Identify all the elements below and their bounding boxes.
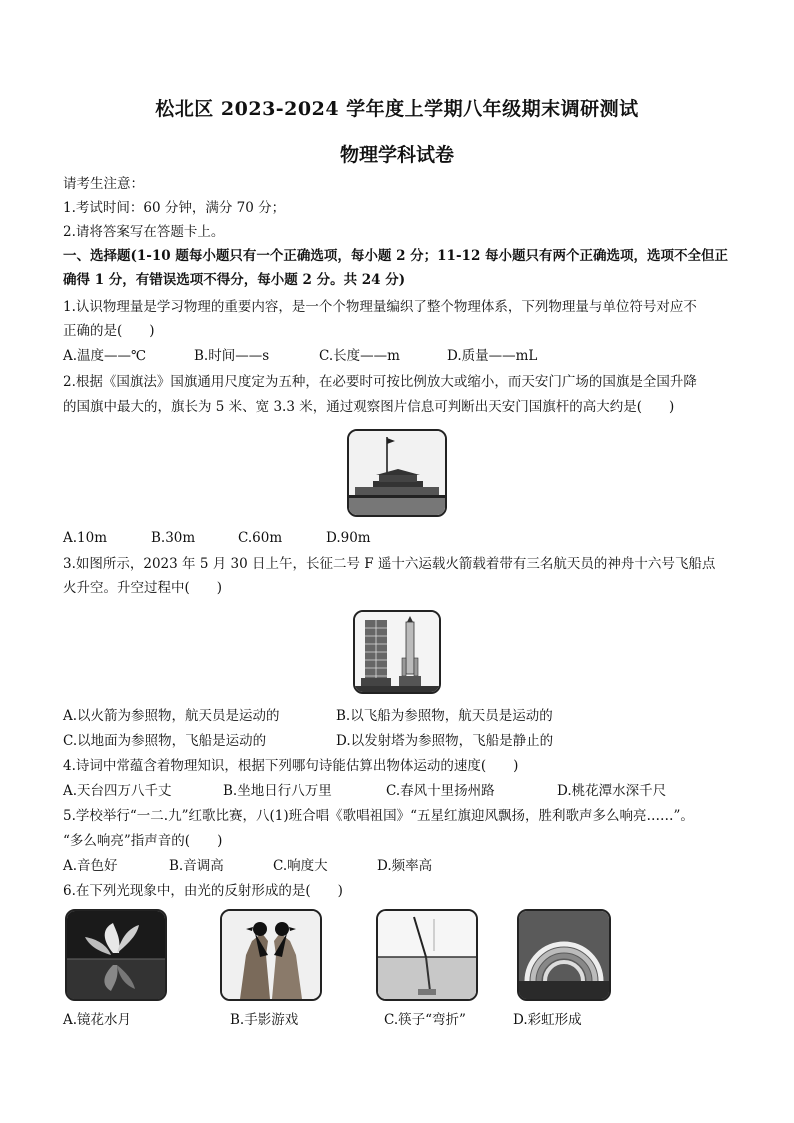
question-5-option-d: D.频率高 — [377, 858, 433, 874]
question-4-option-d: D.桃花潭水深千尺 — [557, 783, 667, 799]
question-4-option-c: C.春风十里扬州路 — [386, 783, 495, 799]
notice-heading: 请考生注意： — [63, 176, 144, 192]
rainbow-image — [517, 909, 611, 1001]
question-5-stem-line1: 5.学校举行“一二.九”红歌比赛，八(1)班合唱《歌唱祖国》“五星红旗迎风飘扬，胜利歌声多么响亮……”。 — [63, 808, 694, 824]
question-2-option-c: C.60m — [238, 530, 283, 546]
question-4-option-b: B.坐地日行八万里 — [223, 783, 332, 799]
question-4-stem: 4.诗词中常蕴含着物理知识，根据下列哪句诗能估算出物体运动的速度( ) — [63, 758, 519, 774]
question-3-option-d: D.以发射塔为参照物，飞船是静止的 — [336, 733, 554, 749]
question-1-option-c: C.长度——m — [319, 348, 400, 364]
question-2-option-a: A.10m — [63, 530, 108, 546]
question-1-stem-line2: 正确的是( ) — [63, 323, 155, 339]
section-instructions-line2: 确得 1 分，有错误选项不得分，每小题 2 分。共 24 分) — [63, 272, 406, 288]
question-5-stem-line2: “多么响亮”指声音的( ) — [63, 833, 223, 849]
question-6-option-b: B.手影游戏 — [230, 1012, 299, 1028]
tiananmen-flagpole-image — [347, 429, 447, 517]
question-6-option-d: D.彩虹形成 — [513, 1012, 582, 1028]
question-5-option-c: C.响度大 — [273, 858, 328, 874]
exam-title: 松北区 2023-2024 学年度上学期八年级期末调研测试 — [155, 98, 639, 120]
question-5-option-b: B.音调高 — [169, 858, 224, 874]
question-5-option-a: A.音色好 — [63, 858, 118, 874]
rocket-launch-image — [353, 610, 441, 694]
question-3-option-b: B.以飞船为参照物，航天员是运动的 — [336, 708, 553, 724]
question-3-stem-line1: 3.如图所示，2023 年 5 月 30 日上午，长征二号 F 遥十六运载火箭载着带有三名航天员的神舟十六号飞船点 — [63, 556, 716, 572]
question-3-stem-line2: 火升空。升空过程中( ) — [63, 580, 223, 596]
exam-subtitle: 物理学科试卷 — [339, 144, 454, 166]
question-2-stem-line2: 的国旗中最大的，旗长为 5 米、宽 3.3 米，通过观察图片信息可判断出天安门国旗杆的高大约是( ) — [63, 399, 675, 415]
hand-shadow-image — [220, 909, 322, 1001]
section-instructions-line1: 一、选择题(1-10 题每小题只有一个正确选项，每小题 2 分；11-12 每小题只有两个正确选项，选项不全但正 — [63, 248, 729, 264]
mirror-flower-water-moon-image — [65, 909, 167, 1001]
bent-chopsticks-image — [376, 909, 478, 1001]
notice-item-1: 1.考试时间：60 分钟，满分 70 分； — [63, 200, 286, 216]
question-2-stem-line1: 2.根据《国旗法》国旗通用尺度定为五种，在必要时可按比例放大或缩小，而天安门广场的国旗是全国升降 — [63, 374, 697, 390]
question-3-option-a: A.以火箭为参照物，航天员是运动的 — [63, 708, 280, 724]
question-6-option-a: A.镜花水月 — [63, 1012, 132, 1028]
question-1-option-d: D.质量——mL — [447, 348, 538, 364]
notice-item-2: 2.请将答案写在答题卡上。 — [63, 224, 225, 240]
question-1-option-a: A.温度——℃ — [63, 348, 147, 364]
question-1-option-b: B.时间——s — [194, 348, 270, 364]
question-3-option-c: C.以地面为参照物，飞船是运动的 — [63, 733, 267, 749]
question-2-option-b: B.30m — [151, 530, 196, 546]
question-4-option-a: A.天台四万八千丈 — [63, 783, 172, 799]
question-1-stem-line1: 1.认识物理量是学习物理的重要内容，是一个个物理量编织了整个物理体系，下列物理量与单位符号对应不 — [63, 299, 697, 315]
question-2-option-d: D.90m — [326, 530, 371, 546]
question-6-stem: 6.在下列光现象中，由光的反射形成的是( ) — [63, 883, 343, 899]
question-6-option-c: C.筷子“弯折” — [384, 1012, 466, 1028]
